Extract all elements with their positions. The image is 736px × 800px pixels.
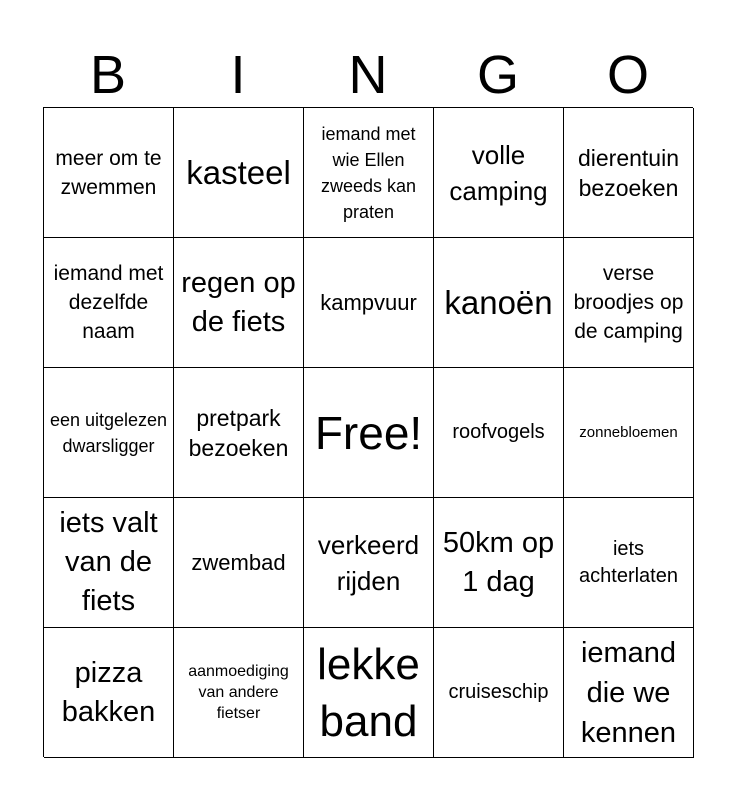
bingo-cell-label: aanmoediging van andere fietser xyxy=(188,663,289,722)
header-letter-n: N xyxy=(348,45,388,105)
bingo-cell[interactable] xyxy=(434,628,564,758)
bingo-cell[interactable] xyxy=(564,498,694,628)
bingo-cell-label: iemand met wie Ellen zweeds kan praten xyxy=(320,123,417,222)
bingo-cell-label: zwembad xyxy=(191,549,286,575)
bingo-cell[interactable] xyxy=(174,368,304,498)
bingo-cell[interactable] xyxy=(304,368,434,498)
bingo-cell-label: kanoën xyxy=(444,283,553,321)
bingo-cell-label: iets achterlaten xyxy=(579,537,678,587)
header-letter-g: G xyxy=(476,45,519,105)
bingo-cell[interactable] xyxy=(44,628,174,758)
bingo-cell-label: iets valt van de fiets xyxy=(59,507,158,617)
header-letter-b: B xyxy=(89,45,127,105)
header-letter-o: O xyxy=(606,45,649,105)
bingo-cell-label: meer om te zwemmen xyxy=(55,146,162,199)
bingo-cell[interactable] xyxy=(174,108,304,238)
bingo-cell-label: lekke band xyxy=(317,639,420,746)
bingo-cell-label: kasteel xyxy=(186,153,291,191)
bingo-grid xyxy=(43,107,693,757)
bingo-cell-label: een uitgelezen dwarsligger xyxy=(49,409,168,456)
bingo-cell-label: cruiseschip xyxy=(448,681,549,703)
bingo-cell[interactable] xyxy=(174,238,304,368)
bingo-cell-label: volle camping xyxy=(449,139,548,206)
bingo-cell[interactable] xyxy=(304,498,434,628)
bingo-cell[interactable] xyxy=(304,108,434,238)
bingo-cell-label: iemand met dezelfde naam xyxy=(53,262,164,343)
bingo-cell[interactable] xyxy=(304,628,434,758)
bingo-cell-label: verse broodjes op de camping xyxy=(573,262,684,343)
bingo-cell-label: regen op de fiets xyxy=(181,266,296,338)
bingo-cell-label: verkeerd rijden xyxy=(317,529,420,596)
bingo-cell[interactable] xyxy=(44,108,174,238)
bingo-cell[interactable] xyxy=(174,628,304,758)
bingo-cell[interactable] xyxy=(44,368,174,498)
bingo-cell[interactable] xyxy=(434,368,564,498)
bingo-cell-label: pretpark bezoeken xyxy=(188,404,289,461)
bingo-cell[interactable] xyxy=(304,238,434,368)
bingo-cell[interactable] xyxy=(564,238,694,368)
bingo-cell[interactable] xyxy=(564,368,694,498)
bingo-cell[interactable] xyxy=(564,628,694,758)
bingo-cell[interactable] xyxy=(44,498,174,628)
bingo-cell-label: kampvuur xyxy=(320,289,417,315)
bingo-cell[interactable] xyxy=(44,238,174,368)
bingo-cell[interactable] xyxy=(434,238,564,368)
bingo-cell[interactable] xyxy=(174,498,304,628)
bingo-cell-label: pizza bakken xyxy=(61,656,156,728)
bingo-cell[interactable] xyxy=(434,498,564,628)
bingo-cell-label: zonnebloemen xyxy=(579,423,678,441)
bingo-cell-label: Free! xyxy=(314,406,423,459)
header-letter-i: I xyxy=(230,45,246,105)
bingo-cell[interactable] xyxy=(564,108,694,238)
bingo-cell-label: iemand die we kennen xyxy=(580,636,677,749)
bingo-cell[interactable] xyxy=(434,108,564,238)
bingo-cell-label: 50km op 1 dag xyxy=(442,526,555,598)
bingo-header xyxy=(43,44,693,106)
bingo-cell-label: dierentuin bezoeken xyxy=(577,144,680,201)
bingo-cell-label: roofvogels xyxy=(452,421,545,443)
